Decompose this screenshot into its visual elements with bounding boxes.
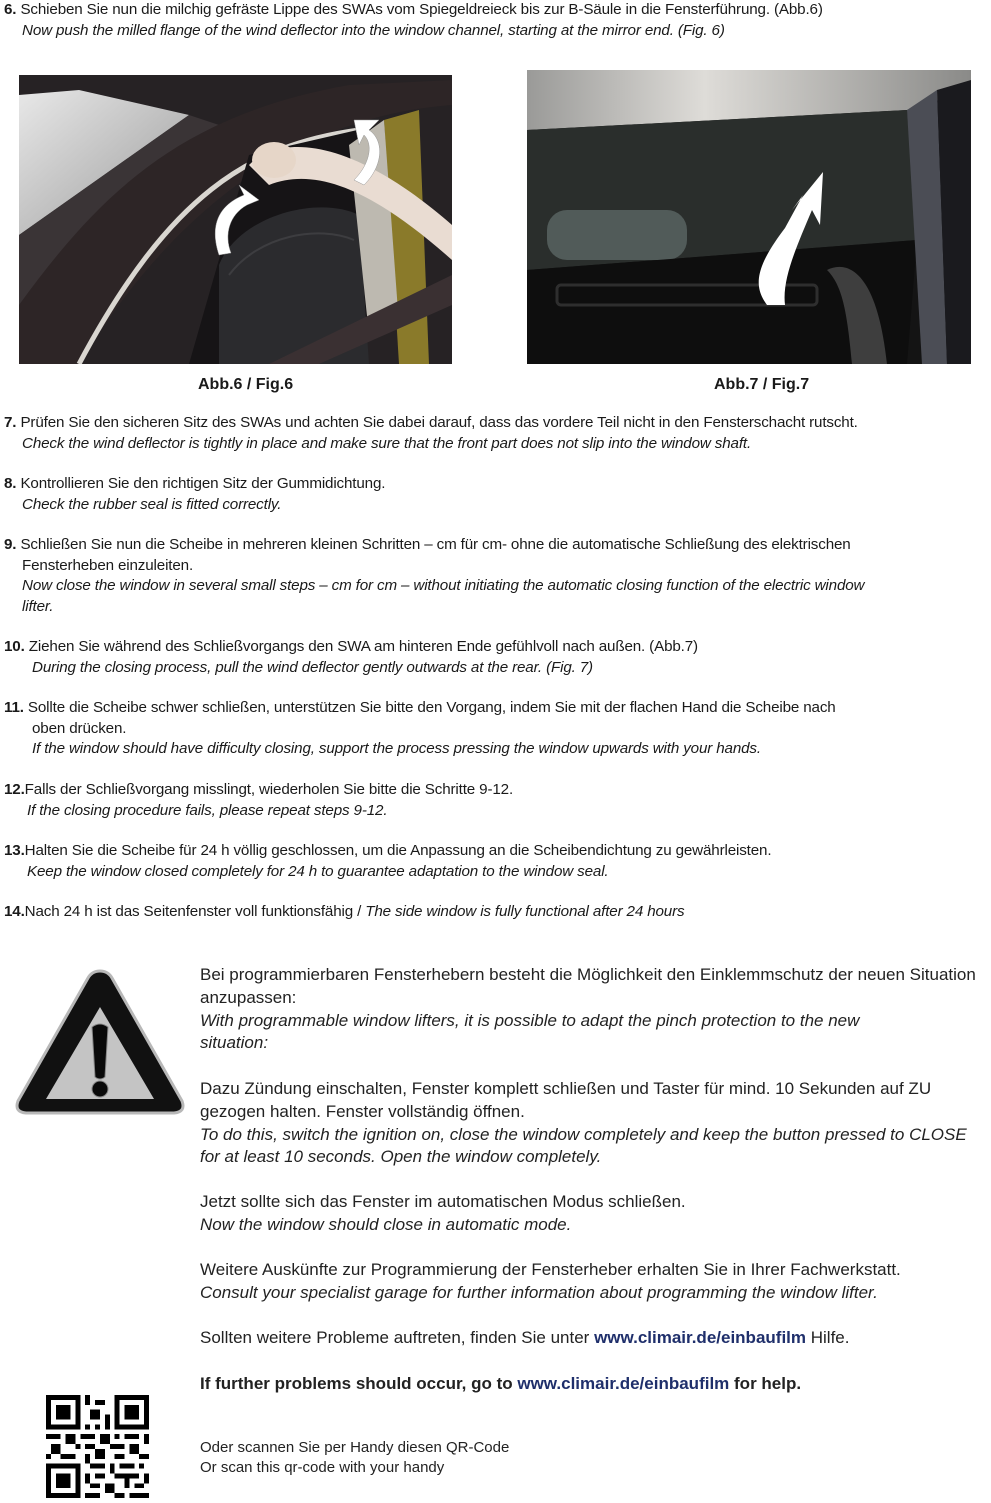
step-text-de: Halten Sie die Scheibe für 24 h völlig geschlossen, um die Anpassung an die Scheibendichtung zu gewährleisten.	[24, 842, 772, 859]
step-text-de: Falls der Schließvorgang misslingt, wiederholen Sie bitte die Schritte 9-12.	[24, 781, 514, 798]
step-text-de: Sollte die Scheibe schwer schließen, unterstützen Sie bitte den Vorgang, indem Sie mit der flachen Hand die Scheibe nach	[27, 699, 836, 716]
paragraph-de: Bei programmierbaren Fensterhebern besteht die Möglichkeit den Einklemmschutz der neuen Situation anzupassen:	[200, 965, 976, 1007]
step-7	[4, 413, 991, 454]
qr-caption	[200, 1438, 509, 1478]
paragraph-en: Now the window should close in automatic mode.	[200, 1214, 572, 1234]
figure-6-photo	[19, 75, 452, 364]
warning-triangle-icon	[12, 965, 188, 1120]
step-11	[4, 698, 991, 760]
step-text-de: Schieben Sie nun die milchig gefräste Lippe des SWAs vom Spiegeldreieck bis zur B-Säule in die Fensterführung. (Abb.6)	[20, 1, 823, 18]
paragraph-en: With programmable window lifters, it is possible to adapt the pinch protection to the new situation:	[200, 1010, 860, 1053]
figure-7-photo	[527, 70, 971, 364]
climair-link-de[interactable]: www.climair.de/einbaufilm	[594, 1328, 807, 1347]
figure-7-caption: Abb.7 / Fig.7	[714, 376, 810, 393]
step-number: 10.	[4, 638, 25, 655]
step-text-de-continued: Fensterheben einzuleiten.	[22, 556, 194, 574]
text: for help.	[729, 1374, 802, 1393]
help-link-de	[200, 1327, 985, 1350]
step-text-en: Check the rubber seal is fitted correctly.	[22, 495, 282, 513]
step-text-de: Schließen Sie nun die Scheibe in mehreren kleinen Schritten – cm für cm- ohne die automatische Schließung des elektrischen	[20, 536, 851, 553]
step-14	[4, 902, 991, 923]
climair-link-en[interactable]: www.climair.de/einbaufilm	[517, 1374, 730, 1393]
garage-note	[200, 1259, 985, 1305]
text: Hilfe.	[806, 1328, 850, 1347]
step-text-en: The side window is fully functional after 24 hours	[365, 903, 685, 920]
step-13	[4, 841, 991, 882]
help-link-en	[200, 1373, 985, 1396]
figure-6-caption: Abb.6 / Fig.6	[198, 376, 294, 393]
step-text-en: Check the wind deflector is tightly in place and make sure that the front part does not slip into the window shaft.	[22, 434, 752, 452]
step-text-en: Keep the window closed completely for 24 h to guarantee adaptation to the window seal.	[27, 862, 609, 880]
step-text-en: If the window should have difficulty closing, support the process pressing the window upwards with your hands.	[32, 740, 761, 757]
step-number: 6.	[4, 1, 17, 18]
step-text-en: Now close the window in several small steps – cm for cm – without initiating the automatic closing function of the electric window	[22, 577, 865, 594]
text: Sollten weitere Probleme auftreten, finden Sie unter	[200, 1328, 595, 1347]
step-number: 14.	[4, 903, 25, 920]
step-text-de: Nach 24 h ist das Seitenfenster voll funktionsfähig /	[24, 903, 366, 920]
step-text-de: Prüfen Sie den sicheren Sitz des SWAs und achten Sie dabei darauf, dass das vordere Teil nicht in den Fensterschacht rutscht.	[20, 414, 858, 431]
qr-caption-en: Or scan this qr-code with your handy	[200, 1459, 445, 1476]
paragraph-en: Consult your specialist garage for further information about programming the window lifter.	[200, 1282, 878, 1302]
step-text-en: During the closing process, pull the wind deflector gently outwards at the rear. (Fig. 7)	[32, 658, 593, 676]
paragraph-de: Weitere Auskünfte zur Programmierung der Fensterheber erhalten Sie in Ihrer Fachwerkstatt.	[200, 1260, 901, 1279]
qr-code-icon[interactable]	[46, 1395, 149, 1498]
pinch-protection-instructions	[200, 1078, 985, 1169]
paragraph-en: To do this, switch the ignition on, close the window completely and keep the button pressed to CLOSE for at least 10 seconds. Open the window completely.	[200, 1124, 967, 1167]
step-number: 11.	[4, 699, 24, 716]
step-text-en-continued: lifter.	[22, 597, 54, 615]
paragraph-de: Jetzt sollte sich das Fenster im automatischen Modus schließen.	[200, 1192, 686, 1211]
step-text-en: Now push the milled flange of the wind deflector into the window channel, starting at the mirror end. (Fig. 6)	[22, 21, 725, 39]
step-number: 7.	[4, 414, 17, 431]
step-9	[4, 535, 991, 617]
qr-caption-de: Oder scannen Sie per Handy diesen QR-Code	[200, 1439, 510, 1456]
step-number: 9.	[4, 536, 17, 553]
step-6	[4, 0, 991, 41]
step-number: 8.	[4, 475, 17, 492]
step-10	[4, 637, 991, 678]
automatic-mode-note	[200, 1191, 985, 1237]
step-12	[4, 780, 991, 821]
step-8	[4, 474, 991, 515]
paragraph-de: Dazu Zündung einschalten, Fenster komplett schließen und Taster für mind. 10 Sekunden auf ZU gezogen halten. Fenster vollständig öffnen.	[200, 1079, 932, 1121]
deflector-closeup-photo-icon	[527, 70, 971, 364]
text: If further problems should occur, go to	[200, 1374, 518, 1393]
step-number: 13.	[4, 842, 25, 859]
step-text-de: Ziehen Sie während des Schließvorgangs den SWA am hinteren Ende gefühlvoll nach außen. (Abb.7)	[28, 638, 698, 655]
step-text-en: If the closing procedure fails, please repeat steps 9-12.	[27, 801, 388, 819]
step-text-de-continued: oben drücken.	[32, 719, 127, 737]
step-text-de: Kontrollieren Sie den richtigen Sitz der Gummidichtung.	[20, 475, 386, 492]
pinch-protection-intro	[200, 964, 985, 1055]
car-window-photo-icon	[19, 75, 452, 364]
step-number: 12.	[4, 781, 25, 798]
